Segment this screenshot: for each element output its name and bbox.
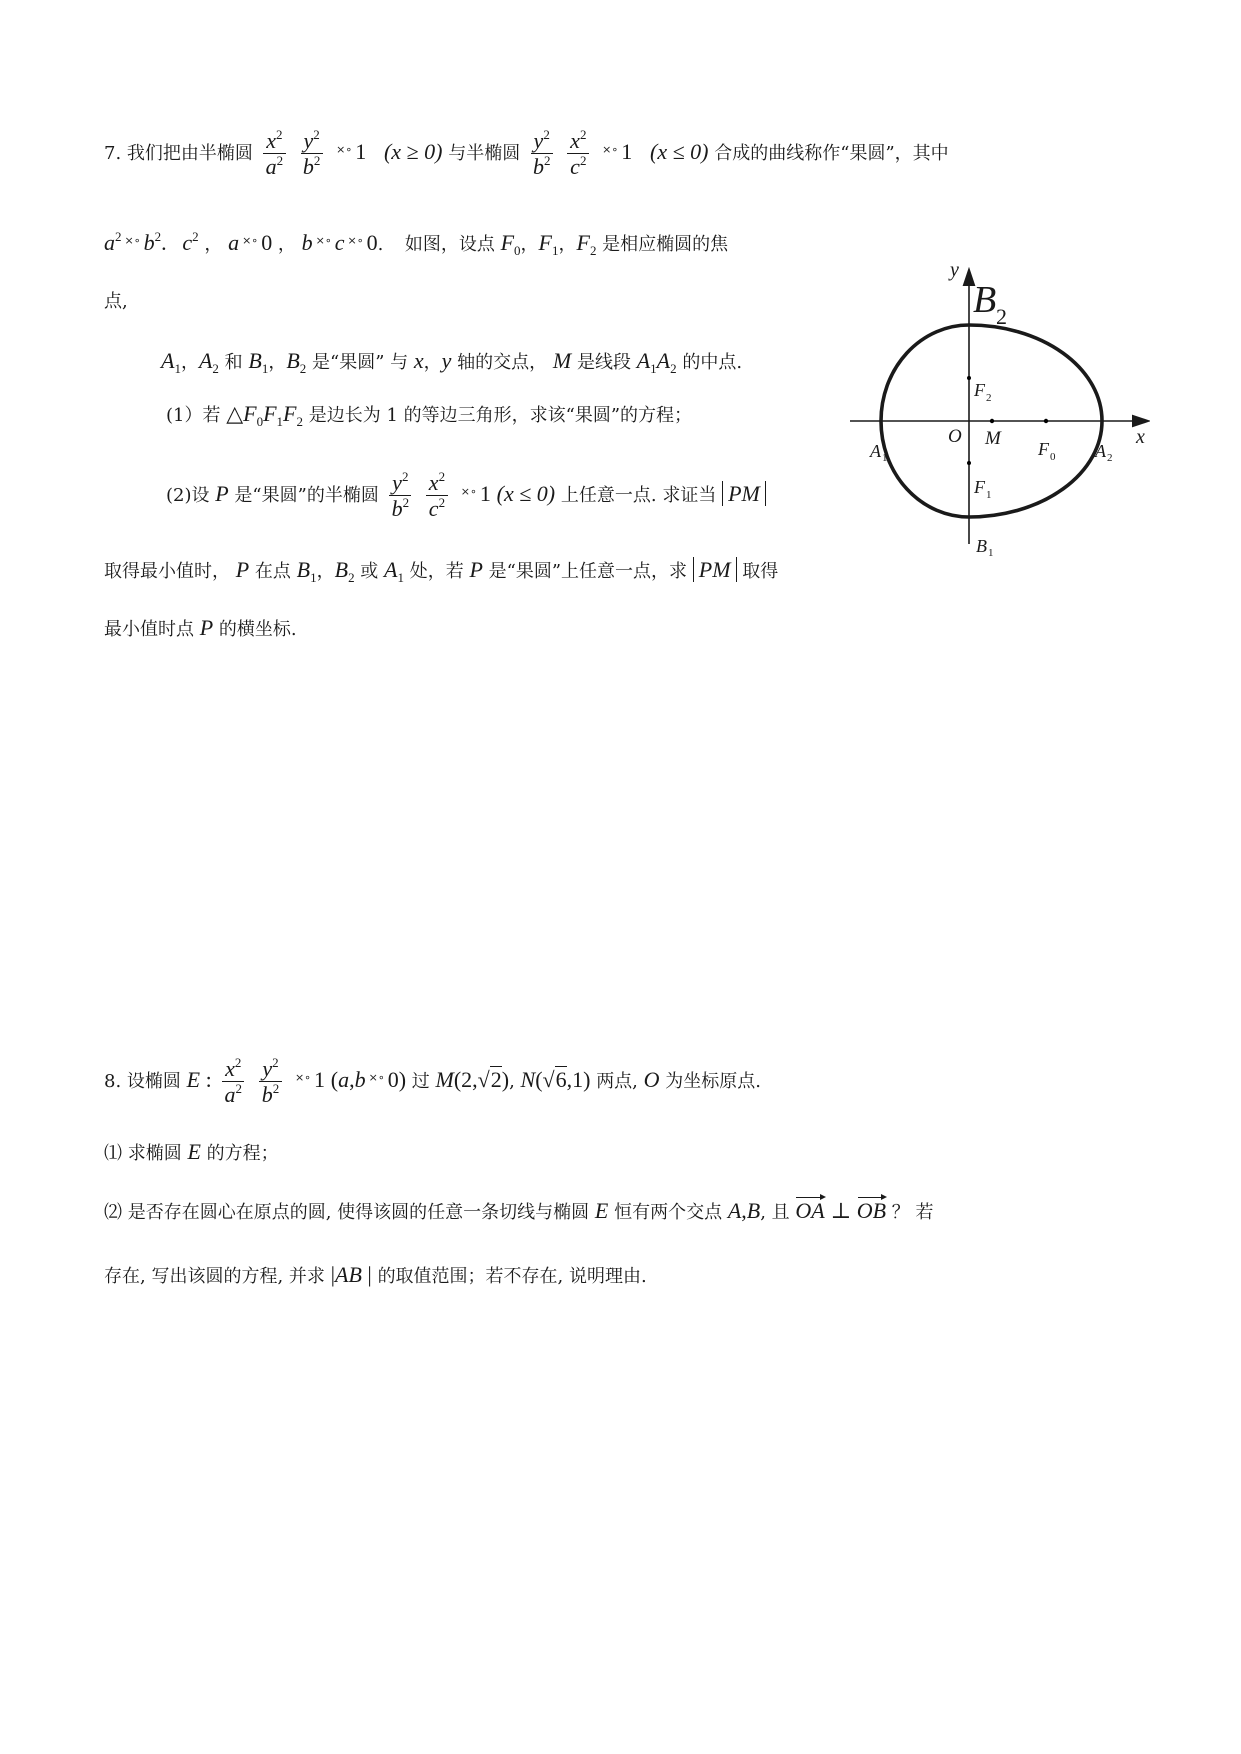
fraction-x2-c2-q2: $\frac{x^2}{c^2}$ bbox=[426, 470, 448, 522]
label-O: O bbox=[948, 426, 962, 447]
label-F0: F bbox=[1038, 439, 1049, 459]
garbled-gt-glyph: ×∘ bbox=[242, 234, 259, 247]
fruit-curve-figure bbox=[850, 262, 1150, 572]
p8-question1: ⑴ 求椭圆 E 的方程； bbox=[104, 1139, 279, 1164]
p7-line4-b: 是“果圆” 与 bbox=[312, 352, 409, 373]
p8-question2-line1: ⑵ 是否存在圆心在原点的圆, 使得该圆的任意一条切线与椭圆 E 恒有两个交点 A,B, 且 OA ⊥ OB ？ 若 bbox=[104, 1198, 934, 1223]
p7-line4: $A_1$，$A_2$ 和 $B_1$，$B_2$ 是“果圆” 与 x，y 轴的交点， M 是线段 $A_1A_2$ 的中点. bbox=[161, 348, 743, 376]
vector-OA: OA bbox=[795, 1198, 825, 1223]
p7-question2-line1: (2)设 P 是“果圆”的半椭圆 $\frac{y^2}{b^2}$ $\frac{x^2}{c^2}$ ×∘ 1 (x ≤ 0) 上任意一点. 求证当 PM bbox=[166, 470, 766, 522]
label-F2-sub: 2 bbox=[986, 392, 992, 404]
p7-question2-line3: 最小值时点 P 的横坐标. bbox=[104, 615, 297, 640]
p7-line1: 7. 我们把由半椭圆 $\frac{x^2}{a^2}$ $\frac{y^2}{b^2}$ ×∘ 1 (x ≥ 0) 与半椭圆 $\frac{y^2}{b^2}$ $\frac{x^2}{c^2}$ ×∘ 1 (x ≤ 0) 合成的曲线称作“果圆”，其中 bbox=[104, 127, 949, 180]
p8-intro-d: 为坐标原点. bbox=[665, 1070, 762, 1092]
p8-q2-a: ⑵ 是否存在圆心在原点的圆, 使得该圆的任意一条切线与椭圆 bbox=[104, 1202, 590, 1223]
p8-q1: ⑴ 求椭圆 bbox=[104, 1143, 182, 1164]
p8-line1: 8. 设椭圆 E : $\frac{x^2}{a^2}$ $\frac{y^2}{b^2}$ ×∘ 1 (a,b ×∘ 0) 过 M(2,√2), N(√6,1) 两点, O 为坐标原点. bbox=[104, 1055, 762, 1108]
p7-and: 和 bbox=[224, 352, 243, 373]
garbled-equals-glyph: ×∘ bbox=[460, 484, 477, 498]
label-A2: A bbox=[1095, 441, 1106, 461]
abs-PM: PM bbox=[722, 481, 766, 506]
label-B1: B bbox=[976, 536, 987, 556]
fraction-y2-b2-second: $\frac{y^2}{b^2}$ bbox=[530, 128, 554, 180]
p7-q2-d: 在点 bbox=[254, 561, 291, 582]
p7-line2: $a^2$ ×∘ $b^2$. $c^2$ ， a ×∘ 0 ， b ×∘ c ×∘ 0. 如图，设点 $F_0$，$F_1$，$F_2$ 是相应椭圆的焦 bbox=[104, 229, 729, 258]
garbled-equals-glyph: ×∘ bbox=[336, 142, 353, 156]
label-B2-sub: 2 bbox=[996, 304, 1007, 329]
p7-focus-tail: 是相应椭圆的焦 bbox=[602, 234, 729, 255]
p8-q2-e: 存在, 写出该圆的方程, 并求 bbox=[104, 1266, 325, 1287]
garbled-equals-glyph: ×∘ bbox=[124, 234, 141, 247]
label-B1-sub: 1 bbox=[988, 547, 994, 559]
label-B2: B bbox=[973, 279, 997, 321]
p7-sep: ， bbox=[180, 352, 199, 373]
p7-sep: ， bbox=[277, 234, 296, 255]
p8-number: 8. bbox=[104, 1070, 122, 1092]
fraction-x2-c2: $\frac{x^2}{c^2}$ bbox=[567, 128, 589, 180]
point-F2 bbox=[967, 376, 971, 380]
p7-q2-cond: (x ≤ 0) bbox=[496, 480, 556, 506]
label-x: x bbox=[1136, 426, 1145, 448]
p7-cond-end: . bbox=[377, 234, 384, 255]
p8-q1-tail: 的方程； bbox=[206, 1143, 279, 1164]
label-F1-sub: 1 bbox=[986, 489, 992, 501]
p7-q2-h: 取得 bbox=[742, 561, 779, 582]
garbled-gt-glyph: ×∘ bbox=[347, 234, 364, 247]
p7-dian: 点, bbox=[104, 291, 128, 312]
abs-PM-2: PM bbox=[693, 557, 737, 582]
p7-q2-i: 最小值时点 bbox=[104, 619, 194, 640]
p8-intro-a: 设椭圆 bbox=[126, 1070, 181, 1092]
p7-question2-line2: 取得最小值时， P 在点 $B_1$，$B_2$ 或 $A_1$ 处，若 P 是“果圆”上任意一点，求 PM 取得 bbox=[104, 557, 779, 585]
p7-sep: ， bbox=[204, 234, 223, 255]
garbled-equals-glyph: ×∘ bbox=[602, 142, 619, 156]
point-M bbox=[990, 419, 994, 423]
p7-cond-le: (x ≤ 0) bbox=[650, 138, 709, 164]
p7-line4-c: 轴的交点， bbox=[457, 352, 548, 373]
p7-question1: (1）若 $\triangle F_0F_1F_2$ 是边长为 1 的等边三角形，求该“果圆”的方程； bbox=[166, 401, 693, 429]
point-F0 bbox=[1044, 419, 1048, 423]
label-F1: F bbox=[974, 477, 985, 497]
p7-q2-e: 或 bbox=[360, 561, 379, 582]
label-y: y bbox=[950, 262, 959, 281]
p7-line4-e: 的中点. bbox=[682, 352, 743, 373]
label-M: M bbox=[985, 428, 1001, 449]
label-A1: A bbox=[870, 441, 881, 461]
garbled-equals-glyph: ×∘ bbox=[294, 1070, 312, 1084]
fraction-x2-a2-p8: $\frac{x^2}{a^2}$ bbox=[221, 1056, 245, 1108]
p7-q2-c: 取得最小值时， bbox=[104, 561, 230, 582]
p7-cond-ge: (x ≥ 0) bbox=[383, 138, 443, 164]
garbled-gt-glyph: ×∘ bbox=[315, 234, 332, 247]
p7-q2-b: 上任意一点. 求证当 bbox=[560, 484, 717, 506]
p8-intro-b: 过 bbox=[411, 1070, 430, 1092]
p7-q2-f: 处，若 bbox=[409, 561, 464, 582]
p8-intro-c: 两点, bbox=[596, 1070, 638, 1092]
fraction-y2-b2-q2: $\frac{y^2}{b^2}$ bbox=[389, 470, 413, 522]
p7-q2-j: 的横坐标. bbox=[218, 619, 297, 640]
label-A2-sub: 2 bbox=[1107, 452, 1113, 464]
p7-number: 7. bbox=[104, 142, 122, 164]
p7-line3 bbox=[104, 293, 128, 311]
point-F1 bbox=[967, 461, 971, 465]
label-F2: F bbox=[974, 380, 985, 400]
p7-intro-c: 合成的曲线称作“果圆”，其中 bbox=[714, 142, 949, 164]
p7-q2-a: 是“果圆”的半椭圆 bbox=[234, 484, 379, 506]
p8-q2-c: , 且 bbox=[760, 1202, 790, 1223]
label-A1-sub: 1 bbox=[882, 452, 888, 464]
p7-q2-label: (2)设 bbox=[166, 484, 210, 506]
p7-sep: ， bbox=[268, 352, 287, 373]
label-F0-sub: 0 bbox=[1050, 451, 1056, 463]
garbled-gt-glyph: ×∘ bbox=[368, 1070, 385, 1084]
p7-q1-tail: 是边长为 1 的等边三角形，求该“果圆”的方程； bbox=[308, 405, 693, 426]
fraction-x2-a2: $\frac{x^2}{a^2}$ bbox=[263, 128, 287, 180]
p7-line4-d: 是线段 bbox=[576, 352, 631, 373]
p7-as-figure: 如图，设点 bbox=[404, 234, 495, 255]
p8-q2-f: 的取值范围；若不存在, 说明理由. bbox=[377, 1266, 647, 1287]
fraction-y2-b2: $\frac{y^2}{b^2}$ bbox=[300, 128, 324, 180]
vector-OB: OB bbox=[856, 1198, 887, 1223]
p7-intro-a: 我们把由半椭圆 bbox=[126, 142, 253, 164]
p8-question2-line2: 存在, 写出该圆的方程, 并求 |AB | 的取值范围；若不存在, 说明理由. bbox=[104, 1262, 647, 1287]
fraction-y2-b2-p8: $\frac{y^2}{b^2}$ bbox=[259, 1056, 283, 1108]
p7-q2-g: 是“果圆”上任意一点，求 bbox=[488, 561, 688, 582]
p7-intro-b: 与半椭圆 bbox=[448, 142, 521, 164]
p8-q2-d: ？ 若 bbox=[891, 1202, 934, 1223]
p8-q2-b: 恒有两个交点 bbox=[614, 1202, 723, 1223]
p7-q1-label: (1）若 bbox=[166, 405, 221, 426]
